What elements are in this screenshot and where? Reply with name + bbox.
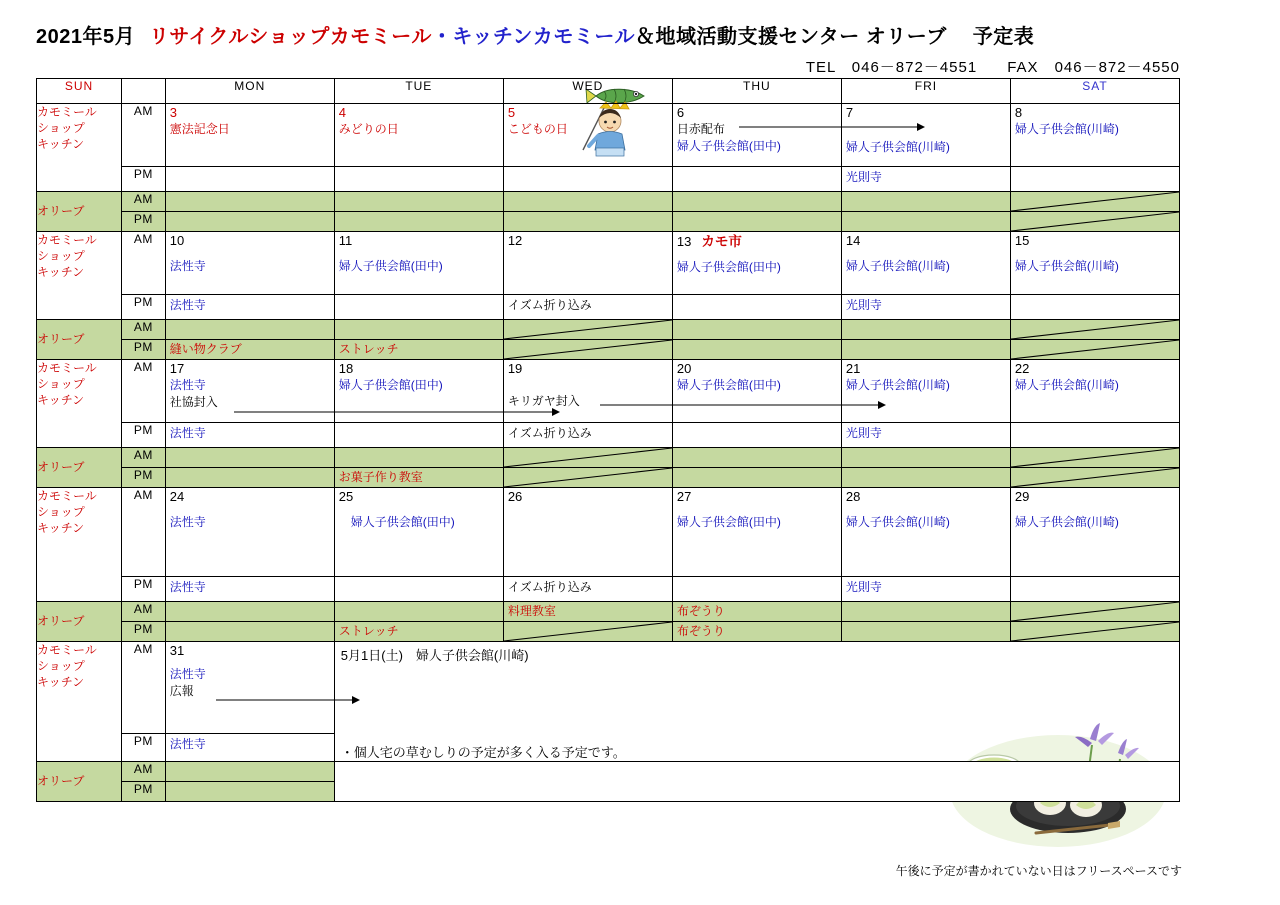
olive-notes-spacer xyxy=(334,761,1179,801)
event-text: ストレッチ xyxy=(338,624,399,638)
event-text: 婦人子供会館(田中) xyxy=(676,514,781,529)
event-text xyxy=(673,212,841,214)
pm-cell-wed-2 xyxy=(503,295,672,320)
title-plan: 予定表 xyxy=(972,26,1035,48)
event-text: お菓子作り教室 xyxy=(338,470,423,484)
event-text: こどもの日 xyxy=(507,121,568,136)
event-text xyxy=(842,448,1010,450)
day-number: 4 xyxy=(338,105,347,120)
olive-pm-mon-3 xyxy=(165,468,334,488)
title-dot: ・ xyxy=(431,26,453,48)
olive-pm-thu-1 xyxy=(672,212,841,232)
day-number: 29 xyxy=(1014,489,1030,504)
day-cell-may11 xyxy=(334,232,503,295)
row-label-olive-5: オリーブ xyxy=(37,761,122,801)
day-number: 14 xyxy=(845,233,861,248)
olive-pm-tue-3 xyxy=(334,468,503,488)
event-text: 布ぞうり xyxy=(676,604,725,618)
title-date: 2021年5月 xyxy=(36,26,136,48)
monthly-notes-cell xyxy=(334,642,1179,762)
day-cell-may14 xyxy=(841,232,1010,295)
day-number: 18 xyxy=(338,361,354,376)
ampm-pm-olive-1: PM xyxy=(122,212,166,232)
olive-pm-thu-2 xyxy=(672,340,841,360)
ampm-am-olive-2: AM xyxy=(122,320,166,340)
olive-am-sat-3-hatched xyxy=(1010,448,1179,468)
day-number: 20 xyxy=(676,361,692,376)
olive-am-tue-3 xyxy=(334,448,503,468)
event-text xyxy=(335,448,503,450)
olive-pm-tue-1 xyxy=(334,212,503,232)
ampm-pm-2: PM xyxy=(122,295,166,320)
olive-am-thu-3 xyxy=(672,448,841,468)
day-number: 28 xyxy=(845,489,861,504)
pm-cell-fri-4 xyxy=(841,577,1010,602)
contact-info xyxy=(806,56,1180,77)
event-text xyxy=(673,468,841,470)
event-text: 光則寺 xyxy=(845,580,882,594)
header-fri: FRI xyxy=(841,79,1010,104)
day-number: 31 xyxy=(169,643,185,658)
header-thu: THU xyxy=(672,79,841,104)
day-number-text: 13 xyxy=(676,234,692,249)
olive-am-sat-2-hatched xyxy=(1010,320,1179,340)
event-text: イズム折り込み xyxy=(507,426,592,440)
event-text xyxy=(842,602,1010,604)
olive-am-mon-5 xyxy=(165,761,334,781)
event-text: 法性寺 xyxy=(169,258,206,273)
event-text xyxy=(673,167,841,170)
event-text: みどりの日 xyxy=(338,121,399,136)
ampm-pm-5: PM xyxy=(122,734,166,761)
event-text xyxy=(673,340,841,342)
event-text xyxy=(166,782,334,784)
event-text xyxy=(504,192,672,194)
day-cell-may31 xyxy=(165,642,334,734)
event-text: イズム折り込み xyxy=(507,580,592,594)
event-text: 婦人子供会館(田中) xyxy=(676,259,781,274)
day-number: 17 xyxy=(169,361,185,376)
day-number: 25 xyxy=(338,489,354,504)
event-text xyxy=(842,468,1010,470)
event-text: 光則寺 xyxy=(845,170,882,184)
event-text xyxy=(1011,423,1179,426)
table-row xyxy=(37,622,1180,642)
event-text: 光則寺 xyxy=(845,298,882,312)
olive-pm-fri-2 xyxy=(841,340,1010,360)
event-text xyxy=(673,423,841,426)
olive-am-thu-2 xyxy=(672,320,841,340)
day-number: 8 xyxy=(1014,105,1023,120)
title-olive: オリーブ xyxy=(865,26,947,48)
day-cell-may7 xyxy=(841,104,1010,167)
day-number: 15 xyxy=(1014,233,1030,248)
event-text: 布ぞうり xyxy=(676,624,725,638)
ampm-pm-3: PM xyxy=(122,423,166,448)
row-label-kamomile-1: カモミール ショップ キッチン xyxy=(37,104,122,192)
day-cell-may12 xyxy=(503,232,672,295)
event-text xyxy=(842,340,1010,342)
page-title xyxy=(36,20,1034,49)
olive-am-tue-2 xyxy=(334,320,503,340)
table-row xyxy=(37,360,1180,423)
day-number: 19 xyxy=(507,361,523,376)
day-cell-may4 xyxy=(334,104,503,167)
day-number: 21 xyxy=(845,361,861,376)
table-row xyxy=(37,192,1180,212)
day-cell-may26 xyxy=(503,488,672,577)
event-text xyxy=(166,167,334,170)
event-text xyxy=(166,320,334,322)
day-cell-may24 xyxy=(165,488,334,577)
ampm-pm-olive-5: PM xyxy=(122,781,166,801)
olive-pm-wed-1 xyxy=(503,212,672,232)
event-text xyxy=(166,212,334,214)
event-text: 法性寺 xyxy=(169,377,206,392)
event-text: 縫い物クラブ xyxy=(169,342,242,356)
event-text: 憲法記念日 xyxy=(169,121,230,136)
event-text: 法性寺 xyxy=(169,298,206,312)
event-text: 婦人子供会館(川崎) xyxy=(845,258,950,273)
ampm-pm-1: PM xyxy=(122,167,166,192)
row-label-olive-1: オリーブ xyxy=(37,192,122,232)
olive-pm-tue-2 xyxy=(334,340,503,360)
event-text: 婦人子供会館(川崎) xyxy=(845,514,950,529)
event-text: 婦人子供会館(川崎) xyxy=(1014,121,1119,136)
olive-pm-wed-3-hatched xyxy=(503,468,672,488)
table-row xyxy=(37,232,1180,295)
olive-am-fri-1 xyxy=(841,192,1010,212)
olive-am-tue-4 xyxy=(334,602,503,622)
event-text xyxy=(673,320,841,322)
pm-cell-thu-4 xyxy=(672,577,841,602)
ampm-am-olive-1: AM xyxy=(122,192,166,212)
day-number: 26 xyxy=(507,489,523,504)
table-row xyxy=(37,320,1180,340)
pm-cell-fri-3 xyxy=(841,423,1010,448)
event-text xyxy=(166,448,334,450)
table-row xyxy=(37,423,1180,448)
event-text: 法性寺 xyxy=(169,514,206,529)
event-text xyxy=(335,423,503,426)
olive-pm-wed-2-hatched xyxy=(503,340,672,360)
event-text xyxy=(335,192,503,194)
event-text: 社協封入 xyxy=(169,394,218,409)
title-amp: ＆地域活動支援センター xyxy=(635,26,860,48)
day-number: 27 xyxy=(676,489,692,504)
event-text xyxy=(166,762,334,764)
event-text: 広報 xyxy=(169,683,194,698)
day-cell-may3 xyxy=(165,104,334,167)
day-number: 5 xyxy=(507,105,516,120)
day-cell-may10 xyxy=(165,232,334,295)
event-text xyxy=(166,192,334,194)
header-sat: SAT xyxy=(1010,79,1179,104)
ampm-am-2: AM xyxy=(122,232,166,295)
event-text xyxy=(842,212,1010,214)
title-shop1: リサイクルショップカモミール xyxy=(149,26,432,48)
olive-am-tue-1 xyxy=(334,192,503,212)
table-row xyxy=(37,167,1180,192)
day-number: 7 xyxy=(845,105,854,120)
olive-am-wed-3-hatched xyxy=(503,448,672,468)
table-row xyxy=(37,761,1180,781)
event-text: 法性寺 xyxy=(169,666,206,681)
day-cell-may13 xyxy=(672,232,841,295)
event-text: 婦人子供会館(川崎) xyxy=(1014,258,1119,273)
ampm-am-3: AM xyxy=(122,360,166,423)
pm-cell-tue-2 xyxy=(334,295,503,320)
day-cell-may29 xyxy=(1010,488,1179,577)
row-label-kamomile-3: カモミール ショップ キッチン xyxy=(37,360,122,448)
olive-am-mon-2 xyxy=(165,320,334,340)
day-cell-may15 xyxy=(1010,232,1179,295)
olive-am-mon-4 xyxy=(165,602,334,622)
row-label-olive-3: オリーブ xyxy=(37,448,122,488)
olive-pm-sat-1-hatched xyxy=(1010,212,1179,232)
table-row xyxy=(37,468,1180,488)
olive-am-sat-1-hatched xyxy=(1010,192,1179,212)
ampm-pm-olive-4: PM xyxy=(122,622,166,642)
event-text xyxy=(335,295,503,298)
event-text xyxy=(166,622,334,624)
pm-cell-mon-2 xyxy=(165,295,334,320)
event-text xyxy=(673,192,841,194)
olive-pm-mon-2 xyxy=(165,340,334,360)
table-row xyxy=(37,340,1180,360)
event-text xyxy=(1011,167,1179,170)
event-text xyxy=(673,448,841,450)
event-text: 婦人子供会館(田中) xyxy=(338,377,443,392)
pm-cell-sat-3 xyxy=(1010,423,1179,448)
tel-text: TEL 046－872－4551 xyxy=(805,59,978,76)
day-cell-may28 xyxy=(841,488,1010,577)
event-text xyxy=(673,577,841,580)
olive-pm-wed-4-hatched xyxy=(503,622,672,642)
event-text xyxy=(842,622,1010,624)
event-text: ストレッチ xyxy=(338,342,399,356)
olive-am-wed-4 xyxy=(503,602,672,622)
day-cell-may19 xyxy=(503,360,672,423)
event-text xyxy=(842,192,1010,194)
table-row xyxy=(37,104,1180,167)
event-text xyxy=(842,320,1010,322)
event-text xyxy=(673,295,841,298)
schedule-table xyxy=(36,78,1180,802)
event-text: 光則寺 xyxy=(845,426,882,440)
table-row xyxy=(37,602,1180,622)
event-text xyxy=(335,320,503,322)
header-sun: SUN xyxy=(37,79,122,104)
day-cell-may6 xyxy=(672,104,841,167)
pm-cell-sat-1 xyxy=(1010,167,1179,192)
pm-cell-tue-4 xyxy=(334,577,503,602)
event-text xyxy=(166,468,334,470)
day-number: 24 xyxy=(169,489,185,504)
pm-cell-fri-2 xyxy=(841,295,1010,320)
olive-am-fri-2 xyxy=(841,320,1010,340)
event-text: 法性寺 xyxy=(169,426,206,440)
row-label-olive-4: オリーブ xyxy=(37,602,122,642)
title-shop2: キッチンカモミール xyxy=(452,26,636,48)
event-text xyxy=(1011,577,1179,580)
olive-am-sat-4-hatched xyxy=(1010,602,1179,622)
fax-text: FAX 046－872－4550 xyxy=(1007,59,1180,76)
table-row xyxy=(37,212,1180,232)
pm-cell-mon-5 xyxy=(165,734,334,761)
header-tue: TUE xyxy=(334,79,503,104)
event-text xyxy=(335,167,503,170)
pm-cell-fri-1 xyxy=(841,167,1010,192)
pm-cell-thu-3 xyxy=(672,423,841,448)
row-label-kamomile-5: カモミール ショップ キッチン xyxy=(37,642,122,762)
event-text: 婦人子供会館(田中) xyxy=(338,258,443,273)
pm-cell-wed-4 xyxy=(503,577,672,602)
day-number: 6 xyxy=(676,105,685,120)
pm-cell-mon-4 xyxy=(165,577,334,602)
olive-pm-sat-2-hatched xyxy=(1010,340,1179,360)
table-row xyxy=(37,577,1180,602)
event-text: 日赤配布 xyxy=(676,121,725,136)
day-number: 12 xyxy=(507,233,523,248)
day-cell-may5 xyxy=(503,104,672,167)
olive-am-wed-1 xyxy=(503,192,672,212)
ampm-am-olive-4: AM xyxy=(122,602,166,622)
olive-am-thu-1 xyxy=(672,192,841,212)
olive-pm-mon-1 xyxy=(165,212,334,232)
event-text xyxy=(166,602,334,604)
header-mon: MON xyxy=(165,79,334,104)
event-text: 婦人子供会館(川崎) xyxy=(1014,514,1119,529)
olive-pm-thu-3 xyxy=(672,468,841,488)
table-row xyxy=(37,295,1180,320)
event-text: イズム折り込み xyxy=(507,298,592,312)
olive-am-thu-4 xyxy=(672,602,841,622)
pm-cell-thu-2 xyxy=(672,295,841,320)
olive-am-mon-1 xyxy=(165,192,334,212)
event-text xyxy=(335,577,503,580)
header-wed: WED xyxy=(503,79,672,104)
table-row xyxy=(37,488,1180,577)
kamo-market-badge: カモ市 xyxy=(701,234,742,249)
event-text xyxy=(504,212,672,214)
event-text: 料理教室 xyxy=(507,604,556,618)
event-text: 法性寺 xyxy=(169,737,206,752)
ampm-am-4: AM xyxy=(122,488,166,577)
olive-pm-fri-1 xyxy=(841,212,1010,232)
event-text: 婦人子供会館(田中) xyxy=(338,514,455,529)
event-text xyxy=(1011,295,1179,298)
row-label-olive-2: オリーブ xyxy=(37,320,122,360)
row-label-kamomile-2: カモミール ショップ キッチン xyxy=(37,232,122,320)
day-cell-may21 xyxy=(841,360,1010,423)
day-cell-may20 xyxy=(672,360,841,423)
event-text: 法性寺 xyxy=(169,580,206,594)
day-cell-may8 xyxy=(1010,104,1179,167)
olive-am-fri-3 xyxy=(841,448,1010,468)
event-text xyxy=(335,602,503,604)
olive-pm-mon-4 xyxy=(165,622,334,642)
event-text xyxy=(504,167,672,170)
olive-pm-tue-4 xyxy=(334,622,503,642)
table-row xyxy=(37,448,1180,468)
footnote-text: 午後に予定が書かれていない日はフリースペースです xyxy=(895,864,1182,878)
pm-cell-thu-1 xyxy=(672,167,841,192)
ampm-am-5: AM xyxy=(122,642,166,734)
pm-cell-sat-2 xyxy=(1010,295,1179,320)
ampm-pm-4: PM xyxy=(122,577,166,602)
pm-cell-mon-3 xyxy=(165,423,334,448)
event-text: キリガヤ封入 xyxy=(507,393,580,408)
olive-pm-fri-4 xyxy=(841,622,1010,642)
day-number: 22 xyxy=(1014,361,1030,376)
event-text: 婦人子供会館(田中) xyxy=(676,138,781,153)
day-cell-may17 xyxy=(165,360,334,423)
event-text: 婦人子供会館(田中) xyxy=(676,377,781,392)
olive-am-wed-2-hatched xyxy=(503,320,672,340)
olive-pm-sat-4-hatched xyxy=(1010,622,1179,642)
row-label-kamomile-4: カモミール ショップ キッチン xyxy=(37,488,122,602)
olive-am-mon-3 xyxy=(165,448,334,468)
pm-cell-sat-4 xyxy=(1010,577,1179,602)
note-bottom-text: ・個人宅の草むしりの予定が多く入る予定です。 xyxy=(340,744,626,760)
event-text: 婦人子供会館(川崎) xyxy=(845,139,950,154)
ampm-am-olive-5: AM xyxy=(122,761,166,781)
pm-cell-tue-1 xyxy=(334,167,503,192)
pm-cell-wed-1 xyxy=(503,167,672,192)
ampm-am-1: AM xyxy=(122,104,166,167)
pm-cell-mon-1 xyxy=(165,167,334,192)
day-cell-may25 xyxy=(334,488,503,577)
day-cell-may27 xyxy=(672,488,841,577)
event-text: 婦人子供会館(川崎) xyxy=(845,377,950,392)
day-cell-may22 xyxy=(1010,360,1179,423)
pm-cell-wed-3 xyxy=(503,423,672,448)
ampm-pm-olive-3: PM xyxy=(122,468,166,488)
table-row xyxy=(37,642,1180,734)
event-text xyxy=(335,212,503,214)
day-number: 3 xyxy=(169,105,177,120)
olive-pm-fri-3 xyxy=(841,468,1010,488)
event-text: 婦人子供会館(川崎) xyxy=(1014,377,1119,392)
day-cell-may18 xyxy=(334,360,503,423)
day-number: 11 xyxy=(338,233,353,248)
day-number: 10 xyxy=(169,233,185,248)
weekday-header-row xyxy=(37,79,1180,104)
olive-pm-sat-3-hatched xyxy=(1010,468,1179,488)
olive-pm-mon-5 xyxy=(165,781,334,801)
olive-pm-thu-4 xyxy=(672,622,841,642)
day-number xyxy=(673,232,841,250)
olive-am-fri-4 xyxy=(841,602,1010,622)
pm-cell-tue-3 xyxy=(334,423,503,448)
note-top-text: 5月1日(土) 婦人子供会館(川崎) xyxy=(340,648,529,663)
ampm-am-olive-3: AM xyxy=(122,448,166,468)
ampm-pm-olive-2: PM xyxy=(122,340,166,360)
header-spacer xyxy=(122,79,166,104)
